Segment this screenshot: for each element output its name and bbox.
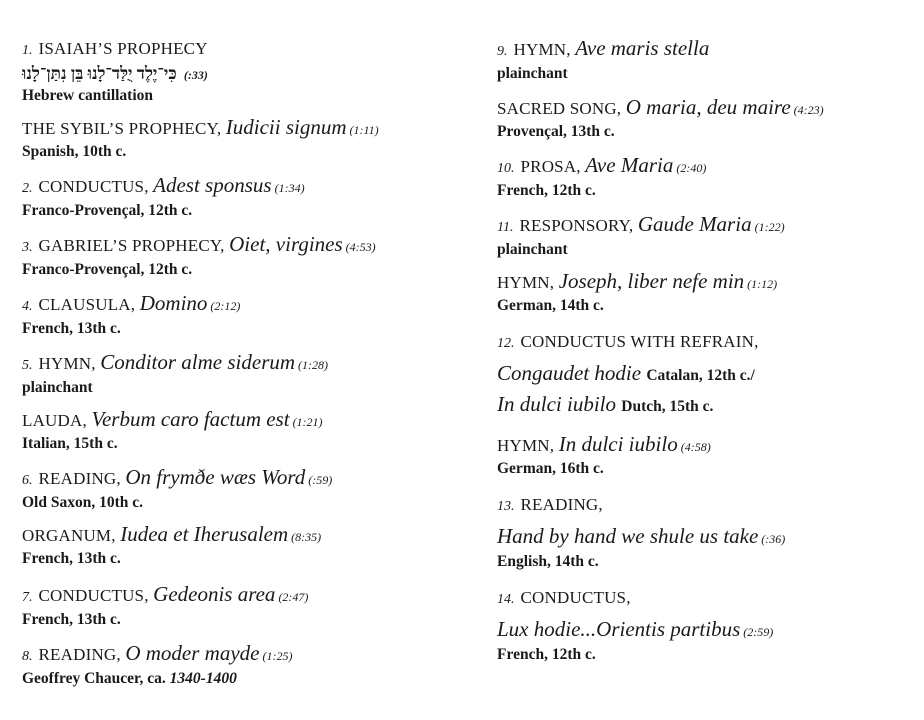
track-duration: (8:35)	[291, 530, 322, 544]
track-number: 3.	[22, 240, 33, 255]
track-entry	[497, 329, 907, 420]
track-number: 8.	[22, 649, 33, 664]
track-origin: Franco-Provençal, 12th c.	[22, 261, 193, 278]
track-origin: Spanish, 10th c.	[22, 143, 127, 160]
track-title: Hand by hand we shule us take	[497, 524, 759, 548]
track-title: Gaude Maria	[637, 212, 752, 236]
track-form: PROSA,	[520, 157, 581, 176]
track-origin: French, 12th c.	[497, 646, 596, 663]
track-origin: Provençal, 13th c.	[497, 123, 615, 140]
track-number: 6.	[22, 473, 33, 488]
track-entry	[22, 173, 472, 220]
track-entry	[497, 212, 907, 259]
track-duration: (1:28)	[298, 358, 329, 372]
track-number: 7.	[22, 590, 33, 605]
track-form: CONDUCTUS,	[38, 586, 149, 605]
track-origin: French, 13th c.	[22, 550, 121, 567]
track-title: Iudea et Iherusalem	[120, 522, 289, 546]
track-title: Verbum caro factum est	[91, 407, 290, 431]
track-origin: plainchant	[22, 379, 93, 396]
track-entry	[22, 36, 472, 105]
track-form: READING,	[38, 645, 121, 664]
track-title: Gedeonis area	[153, 582, 276, 606]
track-title: Ave maris stella	[575, 36, 710, 60]
track-entry	[22, 291, 472, 338]
track-origin: Old Saxon, 10th c.	[22, 494, 144, 511]
track-entry	[22, 407, 472, 453]
track-duration: (1:34)	[274, 181, 305, 195]
track-title: Adest sponsus	[153, 173, 272, 197]
track-entry	[497, 269, 907, 315]
track-form: CONDUCTUS,	[38, 177, 149, 196]
track-duration: (:59)	[308, 473, 333, 487]
track-origin: Franco-Provençal, 12th c.	[22, 202, 193, 219]
track-entry	[497, 492, 907, 571]
track-duration: (:33)	[183, 68, 208, 82]
track-form: HYMN,	[497, 273, 555, 292]
track-form: HYMN,	[38, 354, 96, 373]
track-form: HYMN,	[497, 436, 555, 455]
track-title: Conditor alme siderum	[100, 350, 296, 374]
track-form: THE SYBIL’S PROPHECY,	[22, 119, 222, 138]
track-duration: (4:23)	[793, 103, 824, 117]
track-origin: Geoffrey Chaucer, ca. 1340-1400	[22, 670, 237, 687]
track-number: 14.	[497, 592, 515, 607]
track-duration: (2:40)	[676, 161, 707, 175]
track-title: Congaudet hodie	[497, 361, 642, 385]
track-title: In dulci iubilo	[558, 432, 678, 456]
track-title: O moder mayde	[125, 641, 260, 665]
track-form: SACRED SONG,	[497, 99, 622, 118]
track-form: ISAIAH’S PROPHECY	[38, 39, 208, 58]
track-origin: French, 13th c.	[22, 320, 121, 337]
track-title: Oiet, virgines	[229, 232, 343, 256]
track-form: ORGANUM,	[22, 526, 116, 545]
track-entry	[22, 350, 472, 397]
track-duration: (1:12)	[747, 277, 778, 291]
track-duration: (1:22)	[754, 220, 785, 234]
track-number: 5.	[22, 358, 33, 373]
track-origin: French, 13th c.	[22, 611, 121, 628]
track-duration: (1:11)	[349, 123, 379, 137]
track-entry	[497, 95, 907, 141]
track-entry	[497, 36, 907, 83]
track-duration: (1:25)	[262, 649, 293, 663]
track-number: 13.	[497, 499, 515, 514]
track-entry	[22, 641, 472, 688]
left-column	[22, 36, 472, 688]
track-duration: (4:58)	[680, 440, 711, 454]
track-duration: (4:53)	[345, 240, 376, 254]
track-duration: (1:21)	[292, 415, 323, 429]
track-origin: Catalan, 12th c./	[646, 367, 755, 384]
track-number: 12.	[497, 336, 515, 351]
track-entry	[497, 153, 907, 200]
track-title: In dulci iubilo	[497, 392, 616, 416]
track-title: O maria, deu maire	[625, 95, 791, 119]
track-entry	[22, 522, 472, 568]
track-form: CONDUCTUS,	[520, 588, 631, 607]
track-origin: German, 14th c.	[497, 297, 604, 314]
track-number: 4.	[22, 299, 33, 314]
track-entry	[497, 432, 907, 478]
track-number: 1.	[22, 43, 33, 58]
track-title: Joseph, liber nefe min	[558, 269, 745, 293]
track-title: Domino	[139, 291, 208, 315]
track-origin: Italian, 15th c.	[22, 435, 118, 452]
track-form: GABRIEL’S PROPHECY,	[38, 236, 225, 255]
track-entry	[22, 115, 472, 161]
track-title: On frymðe wæs Word	[125, 465, 306, 489]
track-duration: (2:12)	[210, 299, 241, 313]
track-form: HYMN,	[513, 40, 571, 59]
track-title: Lux hodie...Orientis partibus	[497, 617, 741, 641]
right-column	[497, 36, 907, 664]
track-number: 2.	[22, 181, 33, 196]
track-number: 11.	[497, 220, 514, 235]
track-form: LAUDA,	[22, 411, 87, 430]
track-duration: (:36)	[761, 532, 786, 546]
track-form: RESPONSORY,	[519, 216, 634, 235]
track-entry	[497, 585, 907, 664]
track-number: 10.	[497, 161, 515, 176]
track-form: CONDUCTUS WITH REFRAIN,	[520, 332, 759, 351]
track-title: Iudicii signum	[225, 115, 347, 139]
track-entry	[22, 465, 472, 512]
track-entry	[22, 582, 472, 629]
track-form: READING,	[38, 469, 121, 488]
track-origin: plainchant	[497, 241, 568, 258]
track-title: Ave Maria	[585, 153, 674, 177]
track-origin: German, 16th c.	[497, 460, 604, 477]
track-origin: English, 14th c.	[497, 553, 599, 570]
hebrew-text: כִּי־יֶלֶד יֻלַּד־לָנוּ בֵּן נִתַּן־לָנוּ	[22, 64, 177, 83]
track-origin: French, 12th c.	[497, 182, 596, 199]
track-form: READING,	[520, 495, 603, 514]
track-number: 9.	[497, 44, 508, 59]
track-origin: Dutch, 15th c.	[621, 398, 714, 415]
track-duration: (2:47)	[278, 590, 309, 604]
track-origin: plainchant	[497, 65, 568, 82]
track-duration: (2:59)	[743, 625, 774, 639]
track-origin: Hebrew cantillation	[22, 87, 154, 104]
track-entry	[22, 232, 472, 279]
track-form: CLAUSULA,	[38, 295, 136, 314]
track-dates: 1340-1400	[169, 670, 237, 687]
